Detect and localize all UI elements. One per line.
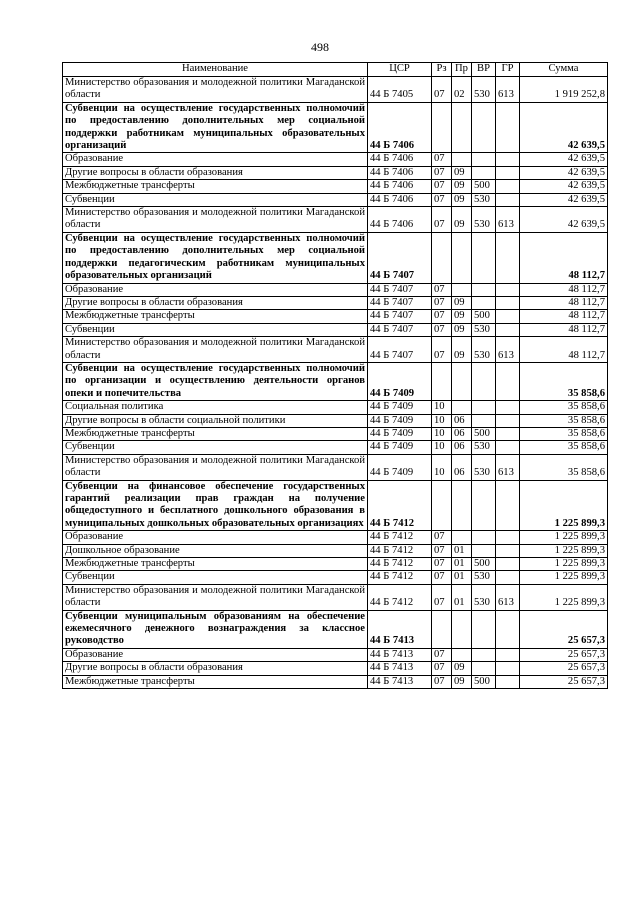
table-row: [63, 180, 608, 193]
cell-csr: 44 Б 7405: [368, 77, 432, 103]
table-row: [63, 544, 608, 557]
cell-pr: 06: [452, 441, 472, 454]
cell-sum: 48 112,7: [520, 296, 608, 309]
cell-rz: 07: [432, 558, 452, 571]
cell-sum: 25 657,3: [520, 648, 608, 661]
header-gr: ГР: [496, 63, 520, 77]
cell-sum: 42 639,5: [520, 153, 608, 166]
cell-sum: 1 225 899,3: [520, 544, 608, 557]
cell-gr: [496, 283, 520, 296]
header-vr: ВР: [472, 63, 496, 77]
cell-gr: [496, 414, 520, 427]
cell-gr: [496, 296, 520, 309]
cell-sum: 35 858,6: [520, 401, 608, 414]
cell-sum: 35 858,6: [520, 362, 608, 400]
cell-gr: [496, 558, 520, 571]
cell-vr: [472, 166, 496, 179]
cell-rz: 07: [432, 207, 452, 233]
cell-vr: 530: [472, 207, 496, 233]
cell-csr: 44 Б 7406: [368, 193, 432, 206]
table-row: [63, 401, 608, 414]
cell-csr: 44 Б 7406: [368, 207, 432, 233]
cell-pr: 06: [452, 427, 472, 440]
cell-csr: 44 Б 7412: [368, 584, 432, 610]
cell-gr: [496, 648, 520, 661]
cell-csr: 44 Б 7409: [368, 427, 432, 440]
cell-pr: 06: [452, 414, 472, 427]
header-sum: Сумма: [520, 63, 608, 77]
cell-vr: 500: [472, 310, 496, 323]
cell-pr: [452, 610, 472, 648]
cell-csr: 44 Б 7406: [368, 166, 432, 179]
cell-gr: [496, 166, 520, 179]
cell-sum: 42 639,5: [520, 180, 608, 193]
cell-sum: 1 225 899,3: [520, 584, 608, 610]
cell-csr: 44 Б 7407: [368, 296, 432, 309]
cell-rz: 10: [432, 401, 452, 414]
cell-sum: 42 639,5: [520, 193, 608, 206]
cell-pr: 02: [452, 77, 472, 103]
cell-name: Межбюджетные трансферты: [63, 310, 368, 323]
cell-csr: 44 Б 7412: [368, 480, 432, 531]
cell-vr: [472, 401, 496, 414]
cell-csr: 44 Б 7407: [368, 310, 432, 323]
cell-sum: 42 639,5: [520, 166, 608, 179]
cell-rz: [432, 362, 452, 400]
cell-vr: [472, 362, 496, 400]
cell-vr: 530: [472, 193, 496, 206]
cell-rz: 10: [432, 454, 452, 480]
cell-pr: 01: [452, 544, 472, 557]
cell-csr: 44 Б 7412: [368, 558, 432, 571]
cell-rz: 07: [432, 180, 452, 193]
cell-sum: 1 225 899,3: [520, 480, 608, 531]
cell-vr: 500: [472, 675, 496, 688]
cell-rz: 10: [432, 414, 452, 427]
cell-name: Субвенции на осуществление государственных полномочий по предоставлению дополнительных мер социальной поддержки работникам муниципальных образовательных организаций: [63, 102, 368, 153]
table-row: [63, 454, 608, 480]
cell-pr: [452, 480, 472, 531]
cell-rz: 07: [432, 648, 452, 661]
header-row: [63, 63, 608, 77]
cell-vr: [472, 648, 496, 661]
cell-rz: 07: [432, 153, 452, 166]
cell-csr: 44 Б 7406: [368, 102, 432, 153]
cell-pr: 09: [452, 166, 472, 179]
table-row: [63, 648, 608, 661]
cell-pr: 09: [452, 207, 472, 233]
cell-gr: [496, 441, 520, 454]
table-row: [63, 480, 608, 531]
cell-name: Образование: [63, 283, 368, 296]
cell-csr: 44 Б 7412: [368, 571, 432, 584]
cell-gr: [496, 480, 520, 531]
cell-name: Образование: [63, 531, 368, 544]
cell-sum: 25 657,3: [520, 662, 608, 675]
cell-vr: [472, 662, 496, 675]
cell-pr: 09: [452, 662, 472, 675]
cell-sum: 1 225 899,3: [520, 558, 608, 571]
table-row: [63, 584, 608, 610]
cell-pr: 09: [452, 675, 472, 688]
cell-rz: [432, 102, 452, 153]
cell-vr: [472, 544, 496, 557]
cell-rz: 07: [432, 571, 452, 584]
cell-rz: 07: [432, 310, 452, 323]
cell-gr: [496, 571, 520, 584]
cell-vr: 500: [472, 180, 496, 193]
table-row: [63, 166, 608, 179]
cell-csr: 44 Б 7412: [368, 544, 432, 557]
cell-pr: [452, 531, 472, 544]
cell-csr: 44 Б 7413: [368, 648, 432, 661]
cell-name: Субвенции: [63, 193, 368, 206]
table-row: [63, 414, 608, 427]
table-body: [63, 77, 608, 689]
cell-sum: 48 112,7: [520, 283, 608, 296]
cell-vr: [472, 102, 496, 153]
cell-vr: 530: [472, 441, 496, 454]
cell-name: Образование: [63, 153, 368, 166]
table-row: [63, 531, 608, 544]
cell-name: Субвенции: [63, 571, 368, 584]
cell-pr: [452, 283, 472, 296]
cell-rz: 07: [432, 675, 452, 688]
cell-name: Субвенции: [63, 323, 368, 336]
cell-sum: 35 858,6: [520, 441, 608, 454]
cell-name: Субвенции на финансовое обеспечение государственных гарантий реализации прав граждан на получение общедоступного и бесплатного дошкольного образования в муниципальных дошкольных образовательных организациях: [63, 480, 368, 531]
cell-vr: 500: [472, 558, 496, 571]
cell-name: Межбюджетные трансферты: [63, 675, 368, 688]
cell-vr: [472, 232, 496, 283]
cell-pr: 01: [452, 558, 472, 571]
cell-sum: 25 657,3: [520, 675, 608, 688]
cell-rz: 07: [432, 283, 452, 296]
cell-name: Образование: [63, 648, 368, 661]
cell-gr: [496, 544, 520, 557]
cell-vr: [472, 610, 496, 648]
cell-name: Дошкольное образование: [63, 544, 368, 557]
cell-name: Министерство образования и молодежной политики Магаданской области: [63, 77, 368, 103]
cell-pr: [452, 362, 472, 400]
cell-pr: [452, 102, 472, 153]
cell-gr: 613: [496, 337, 520, 363]
cell-rz: 10: [432, 441, 452, 454]
cell-pr: 01: [452, 571, 472, 584]
cell-name: Другие вопросы в области образования: [63, 662, 368, 675]
cell-name: Министерство образования и молодежной политики Магаданской области: [63, 454, 368, 480]
table-row: [63, 675, 608, 688]
cell-csr: 44 Б 7409: [368, 441, 432, 454]
cell-csr: 44 Б 7409: [368, 414, 432, 427]
table-row: [63, 193, 608, 206]
cell-sum: 35 858,6: [520, 414, 608, 427]
cell-pr: [452, 232, 472, 283]
header-pr: Пр: [452, 63, 472, 77]
cell-gr: 613: [496, 584, 520, 610]
cell-rz: [432, 480, 452, 531]
cell-rz: [432, 232, 452, 283]
cell-rz: 07: [432, 337, 452, 363]
budget-table: [62, 62, 608, 689]
cell-name: Социальная политика: [63, 401, 368, 414]
cell-rz: 07: [432, 323, 452, 336]
cell-rz: 07: [432, 531, 452, 544]
cell-vr: [472, 296, 496, 309]
table-row: [63, 427, 608, 440]
cell-vr: 530: [472, 584, 496, 610]
cell-csr: 44 Б 7407: [368, 232, 432, 283]
cell-sum: 25 657,3: [520, 610, 608, 648]
cell-vr: [472, 414, 496, 427]
cell-gr: [496, 323, 520, 336]
cell-gr: [496, 193, 520, 206]
cell-gr: [496, 180, 520, 193]
cell-sum: 42 639,5: [520, 102, 608, 153]
cell-rz: 07: [432, 544, 452, 557]
cell-pr: 09: [452, 310, 472, 323]
cell-csr: 44 Б 7406: [368, 153, 432, 166]
cell-gr: [496, 401, 520, 414]
cell-vr: [472, 283, 496, 296]
table-row: [63, 310, 608, 323]
cell-gr: [496, 531, 520, 544]
cell-name: Другие вопросы в области образования: [63, 296, 368, 309]
cell-gr: 613: [496, 454, 520, 480]
cell-rz: [432, 610, 452, 648]
header-rz: Рз: [432, 63, 452, 77]
cell-gr: [496, 427, 520, 440]
cell-name: Субвенции: [63, 441, 368, 454]
table-row: [63, 207, 608, 233]
cell-sum: 35 858,6: [520, 427, 608, 440]
cell-vr: 530: [472, 337, 496, 363]
table-row: [63, 362, 608, 400]
cell-pr: 01: [452, 584, 472, 610]
cell-gr: [496, 675, 520, 688]
table-row: [63, 323, 608, 336]
cell-gr: [496, 310, 520, 323]
cell-vr: [472, 480, 496, 531]
cell-vr: 530: [472, 571, 496, 584]
cell-gr: [496, 102, 520, 153]
cell-rz: 07: [432, 662, 452, 675]
cell-csr: 44 Б 7412: [368, 531, 432, 544]
cell-csr: 44 Б 7407: [368, 337, 432, 363]
table-row: [63, 232, 608, 283]
cell-pr: [452, 153, 472, 166]
table-row: [63, 441, 608, 454]
cell-rz: 07: [432, 296, 452, 309]
cell-vr: 530: [472, 454, 496, 480]
header-csr: ЦСР: [368, 63, 432, 77]
cell-gr: [496, 362, 520, 400]
cell-rz: 07: [432, 166, 452, 179]
cell-sum: 42 639,5: [520, 207, 608, 233]
cell-name: Субвенции на осуществление государственных полномочий по предоставлению дополнительных мер социальной поддержки педагогическим работникам муниципальных образовательных организаций: [63, 232, 368, 283]
cell-sum: 48 112,7: [520, 310, 608, 323]
header-name: Наименование: [63, 63, 368, 77]
cell-pr: 09: [452, 193, 472, 206]
cell-vr: [472, 531, 496, 544]
cell-gr: [496, 153, 520, 166]
cell-name: Министерство образования и молодежной политики Магаданской области: [63, 207, 368, 233]
table-row: [63, 77, 608, 103]
cell-csr: 44 Б 7413: [368, 675, 432, 688]
cell-vr: 500: [472, 427, 496, 440]
table-row: [63, 337, 608, 363]
cell-sum: 1 919 252,8: [520, 77, 608, 103]
cell-sum: 1 225 899,3: [520, 571, 608, 584]
cell-csr: 44 Б 7407: [368, 283, 432, 296]
table-row: [63, 102, 608, 153]
cell-name: Межбюджетные трансферты: [63, 558, 368, 571]
cell-gr: 613: [496, 207, 520, 233]
table-row: [63, 571, 608, 584]
cell-vr: [472, 153, 496, 166]
cell-vr: 530: [472, 77, 496, 103]
cell-sum: 48 112,7: [520, 337, 608, 363]
cell-sum: 35 858,6: [520, 454, 608, 480]
cell-csr: 44 Б 7409: [368, 401, 432, 414]
cell-pr: [452, 401, 472, 414]
cell-rz: 07: [432, 584, 452, 610]
cell-name: Другие вопросы в области образования: [63, 166, 368, 179]
cell-sum: 48 112,7: [520, 323, 608, 336]
cell-name: Другие вопросы в области социальной политики: [63, 414, 368, 427]
cell-csr: 44 Б 7409: [368, 454, 432, 480]
cell-gr: [496, 232, 520, 283]
cell-name: Межбюджетные трансферты: [63, 180, 368, 193]
cell-csr: 44 Б 7413: [368, 610, 432, 648]
cell-gr: [496, 662, 520, 675]
cell-pr: 09: [452, 323, 472, 336]
table-row: [63, 153, 608, 166]
cell-sum: 1 225 899,3: [520, 531, 608, 544]
table-row: [63, 558, 608, 571]
cell-csr: 44 Б 7406: [368, 180, 432, 193]
cell-name: Межбюджетные трансферты: [63, 427, 368, 440]
cell-name: Субвенции на осуществление государственных полномочий по организации и осуществлению деятельности органов опеки и попечительства: [63, 362, 368, 400]
table-row: [63, 610, 608, 648]
cell-pr: [452, 648, 472, 661]
table-row: [63, 283, 608, 296]
cell-pr: 09: [452, 337, 472, 363]
cell-pr: 06: [452, 454, 472, 480]
cell-csr: 44 Б 7407: [368, 323, 432, 336]
cell-gr: 613: [496, 77, 520, 103]
cell-pr: 09: [452, 180, 472, 193]
cell-name: Субвенции муниципальным образованиям на обеспечение ежемесячного денежного вознаграждения за классное руководство: [63, 610, 368, 648]
table-row: [63, 296, 608, 309]
cell-csr: 44 Б 7409: [368, 362, 432, 400]
cell-rz: 07: [432, 193, 452, 206]
cell-rz: 07: [432, 77, 452, 103]
cell-gr: [496, 610, 520, 648]
cell-name: Министерство образования и молодежной политики Магаданской области: [63, 337, 368, 363]
cell-vr: 530: [472, 323, 496, 336]
cell-csr: 44 Б 7413: [368, 662, 432, 675]
page-number: 498: [311, 40, 329, 54]
cell-rz: 10: [432, 427, 452, 440]
cell-sum: 48 112,7: [520, 232, 608, 283]
table-row: [63, 662, 608, 675]
cell-name: Министерство образования и молодежной политики Магаданской области: [63, 584, 368, 610]
cell-pr: 09: [452, 296, 472, 309]
